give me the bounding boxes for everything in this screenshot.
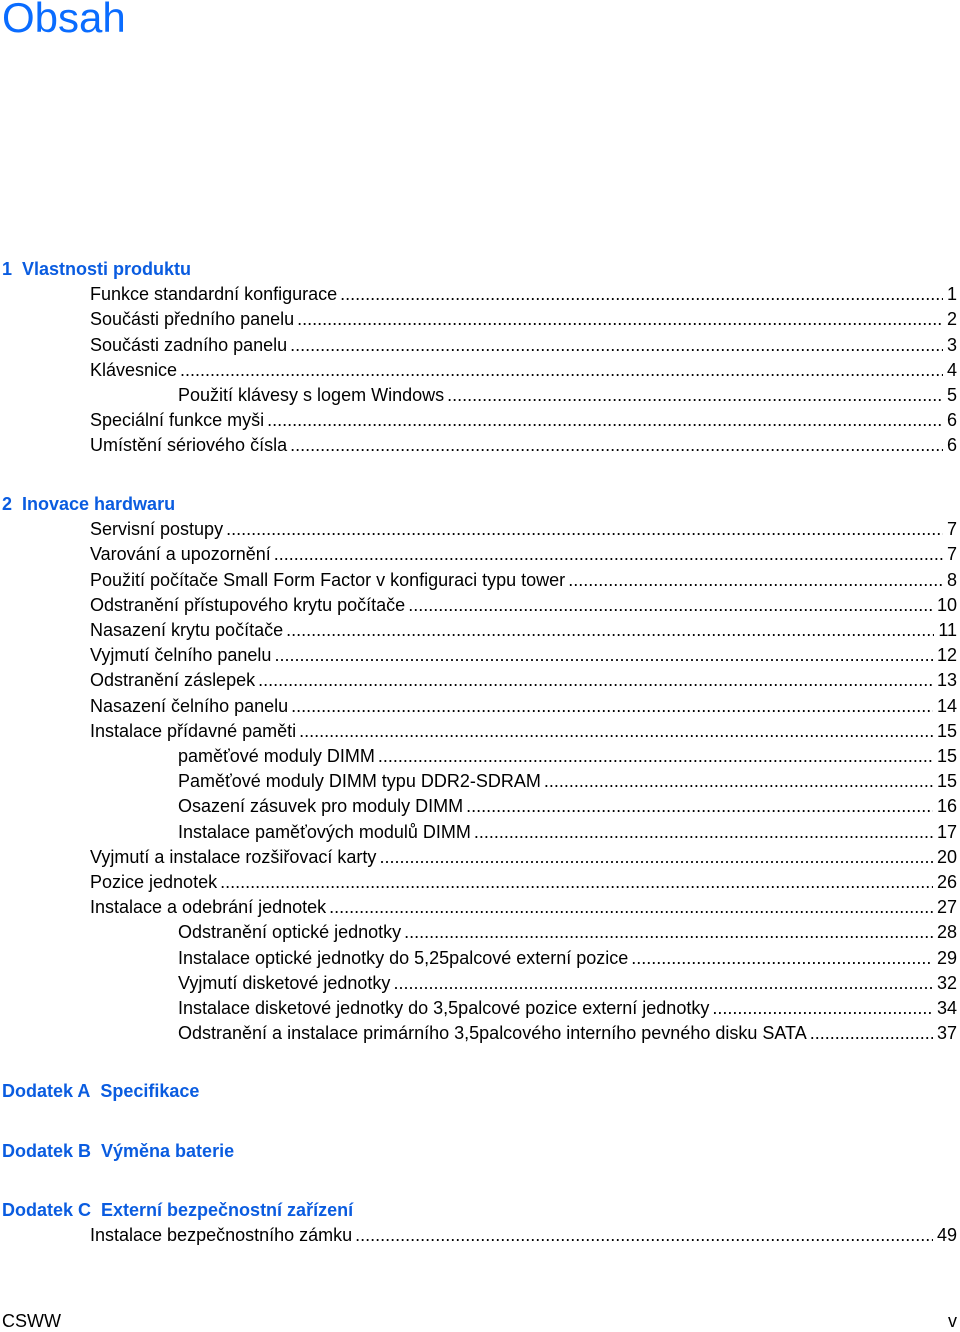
toc-entry-page-number: 15 (936, 771, 957, 792)
toc-entry[interactable] (90, 619, 957, 641)
toc-entry-page-number: 28 (936, 922, 957, 943)
toc-entry[interactable] (90, 846, 957, 868)
toc-dot-leader (544, 770, 933, 792)
toc-dot-leader (568, 569, 943, 591)
toc-section-number: Dodatek A (2, 1081, 91, 1101)
toc-dot-leader (274, 644, 933, 666)
toc-entry-label: Instalace bezpečnostního zámku (90, 1225, 353, 1246)
toc-section-number: Dodatek B (2, 1141, 92, 1161)
toc-entry-label: Speciální funkce myši (90, 410, 265, 431)
toc-entry-page-number: 5 (946, 385, 957, 405)
toc-section-heading[interactable] (2, 493, 175, 515)
toc-entry-page-number: 37 (936, 1023, 957, 1044)
toc-entry-page-number: 13 (936, 670, 957, 691)
toc-entry-page-number: 15 (936, 746, 957, 766)
toc-section-number: 1 (2, 259, 13, 279)
toc-dot-leader (474, 821, 933, 843)
toc-entry-page-number: 15 (936, 720, 957, 741)
toc-dot-leader (447, 384, 943, 406)
toc-entry-page-number: 49 (936, 1225, 957, 1246)
toc-entry[interactable] (90, 409, 957, 431)
toc-entry-label: Odstranění přístupového krytu počítače (90, 594, 406, 615)
toc-entry-page-number: 20 (936, 846, 957, 867)
toc-entry[interactable] (90, 896, 957, 918)
toc-section-heading[interactable] (2, 1080, 199, 1102)
toc-entry[interactable] (178, 997, 957, 1019)
toc-entry-page-number: 12 (936, 645, 957, 666)
toc-entry-page-number: 4 (946, 359, 957, 380)
toc-entry-label: Klávesnice (90, 359, 178, 380)
toc-dot-leader (712, 997, 933, 1019)
toc-entry-label: Odstranění optické jednotky (178, 922, 402, 943)
toc-entry[interactable] (178, 384, 957, 406)
toc-entry[interactable] (178, 821, 957, 843)
footer-page-number: v (948, 1311, 957, 1331)
toc-dot-leader (290, 434, 943, 456)
toc-entry[interactable] (90, 695, 957, 717)
toc-section-label: Specifikace (100, 1081, 200, 1101)
toc-dot-leader (329, 896, 933, 918)
toc-entry-label: Instalace přídavné paměti (90, 720, 297, 741)
toc-dot-leader (258, 669, 933, 691)
toc-dot-leader (297, 308, 943, 330)
toc-entry[interactable] (90, 434, 957, 456)
toc-entry[interactable] (178, 972, 957, 994)
toc-entry-label: Odstranění záslepek (90, 670, 256, 691)
toc-dot-leader (378, 745, 933, 767)
toc-entry-label: Servisní postupy (90, 519, 224, 540)
toc-entry-page-number: 16 (936, 796, 957, 817)
toc-entry-page-number: 11 (938, 620, 957, 640)
toc-dot-leader (379, 846, 933, 868)
toc-dot-leader (631, 947, 933, 969)
toc-entry-page-number: 7 (946, 519, 957, 540)
toc-dot-leader (291, 695, 933, 717)
toc-entry-page-number: 8 (946, 569, 957, 590)
toc-entry[interactable] (90, 871, 957, 893)
toc-entry[interactable] (90, 334, 957, 356)
toc-entry[interactable] (90, 569, 957, 591)
toc-dot-leader (220, 871, 933, 893)
toc-section-label: Výměna baterie (101, 1141, 235, 1161)
toc-entry-label: Odstranění a instalace primárního 3,5palcového interního pevného disku SATA (178, 1023, 807, 1044)
toc-entry[interactable] (90, 1224, 957, 1246)
toc-entry[interactable] (90, 283, 957, 305)
toc-entry-page-number: 32 (936, 972, 957, 993)
toc-section-label: Vlastnosti produktu (22, 259, 192, 279)
toc-section-heading[interactable] (2, 1140, 234, 1162)
toc-dot-leader (267, 409, 943, 431)
toc-entry[interactable] (178, 921, 957, 943)
toc-entry-page-number: 3 (946, 334, 957, 355)
toc-entry[interactable] (178, 770, 957, 792)
toc-entry-page-number: 29 (936, 947, 957, 968)
toc-entry-label: Vyjmutí a instalace rozšiřovací karty (90, 846, 377, 867)
toc-entry-label: Instalace disketové jednotky do 3,5palcové pozice externí jednotky (178, 998, 710, 1018)
toc-entry[interactable] (90, 644, 957, 666)
toc-section-number: 2 (2, 494, 13, 514)
toc-entry-label: Instalace paměťových modulů DIMM (178, 821, 471, 842)
toc-entry-page-number: 6 (946, 410, 957, 431)
toc-dot-leader (299, 720, 933, 742)
toc-section-label: Externí bezpečnostní zařízení (101, 1200, 354, 1220)
toc-entry-label: Pozice jednotek (90, 872, 218, 892)
toc-entry-label: paměťové moduly DIMM (178, 746, 375, 766)
toc-dot-leader (810, 1022, 933, 1044)
footer-left: CSWW (2, 1311, 61, 1331)
toc-entry-label: Vyjmutí čelního panelu (90, 645, 272, 666)
toc-dot-leader (180, 359, 943, 381)
toc-entry[interactable] (90, 669, 957, 691)
toc-entry-label: Instalace a odebrání jednotek (90, 897, 327, 918)
toc-entry[interactable] (178, 947, 957, 969)
toc-dot-leader (286, 619, 934, 641)
toc-entry-label: Paměťové moduly DIMM typu DDR2-SDRAM (178, 771, 541, 792)
toc-entry-label: Varování a upozornění (90, 544, 271, 565)
toc-section-number: Dodatek C (2, 1200, 92, 1220)
toc-dot-leader (355, 1224, 933, 1246)
toc-dot-leader (226, 518, 943, 540)
toc-entry-label: Umístění sériového čísla (90, 435, 288, 456)
toc-entry-label: Součásti předního panelu (90, 309, 295, 330)
toc-section-heading[interactable] (2, 1199, 353, 1221)
toc-entry-page-number: 1 (946, 284, 957, 305)
toc-entry-page-number: 14 (936, 695, 957, 716)
toc-entry-page-number: 27 (936, 897, 957, 918)
toc-entry-page-number: 10 (936, 594, 957, 615)
toc-entry-page-number: 6 (946, 435, 957, 456)
toc-entry-page-number: 7 (946, 544, 957, 565)
toc-entry[interactable] (90, 518, 957, 540)
toc-entry-page-number: 17 (936, 821, 957, 842)
toc-dot-leader (466, 795, 933, 817)
toc-entry[interactable] (178, 795, 957, 817)
toc-entry[interactable] (90, 720, 957, 742)
toc-entry-label: Nasazení krytu počítače (90, 620, 284, 640)
toc-entry[interactable] (90, 594, 957, 616)
toc-entry-label: Nasazení čelního panelu (90, 695, 289, 716)
toc-section-heading[interactable] (2, 258, 191, 280)
toc-entry-label: Vyjmutí disketové jednotky (178, 972, 391, 993)
page-title: Obsah (2, 0, 126, 41)
toc-entry-label: Funkce standardní konfigurace (90, 284, 338, 305)
toc-entry[interactable] (178, 745, 957, 767)
toc-entry[interactable] (178, 1022, 957, 1044)
toc-section-label: Inovace hardwaru (22, 494, 176, 514)
toc-entry-page-number: 34 (936, 998, 957, 1018)
toc-dot-leader (290, 334, 943, 356)
toc-dot-leader (393, 972, 933, 994)
toc-entry-label: Osazení zásuvek pro moduly DIMM (178, 796, 464, 817)
toc-dot-leader (404, 921, 933, 943)
toc-dot-leader (408, 594, 933, 616)
toc-dot-leader (274, 543, 943, 565)
toc-entry[interactable] (90, 543, 957, 565)
toc-dot-leader (340, 283, 943, 305)
toc-entry-page-number: 26 (936, 872, 957, 892)
toc-entry[interactable] (90, 359, 957, 381)
toc-entry-page-number: 2 (946, 309, 957, 330)
toc-entry-label: Použití počítače Small Form Factor v konfiguraci typu tower (90, 569, 566, 590)
toc-entry[interactable] (90, 308, 957, 330)
toc-entry-label: Instalace optické jednotky do 5,25palcové externí pozice (178, 947, 629, 968)
toc-entry-label: Součásti zadního panelu (90, 334, 288, 355)
toc-entry-label: Použití klávesy s logem Windows (178, 385, 445, 405)
